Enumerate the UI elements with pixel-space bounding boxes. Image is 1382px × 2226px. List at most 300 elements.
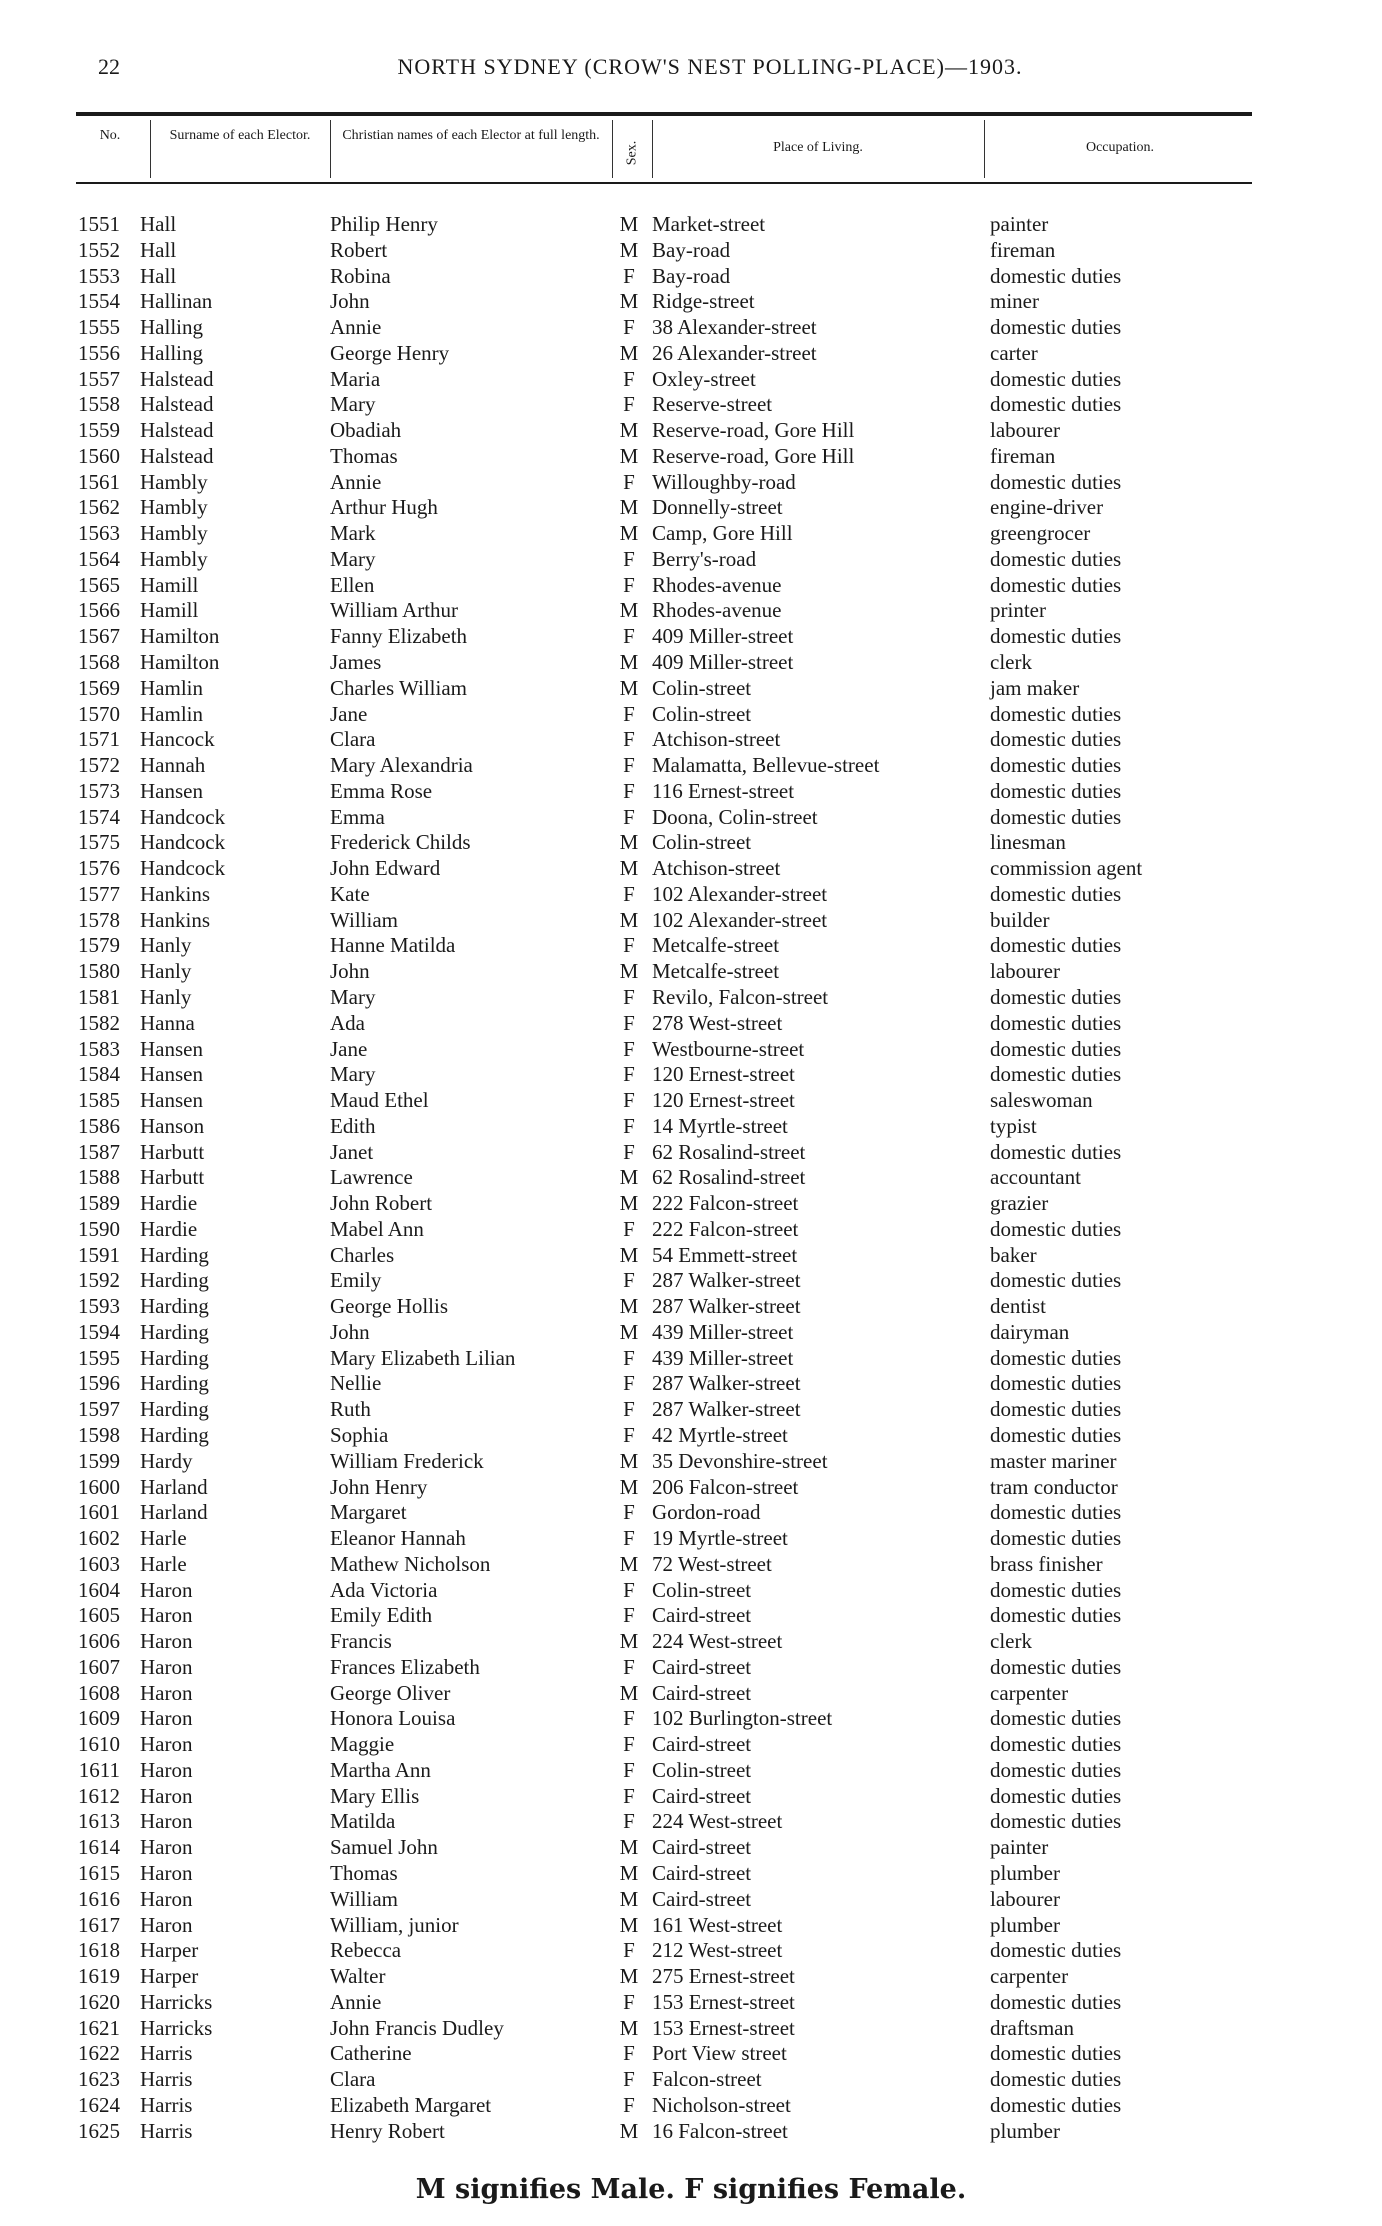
elector-sex: F bbox=[623, 315, 635, 340]
elector-sex: M bbox=[619, 1165, 639, 1190]
elector-sex: F bbox=[623, 2041, 635, 2066]
elector-occupation: domestic duties bbox=[990, 1500, 1122, 1525]
elector-sex: F bbox=[623, 1422, 635, 1447]
elector-surname: Harbutt bbox=[140, 1165, 205, 1190]
table-row bbox=[0, 856, 1382, 882]
elector-number: 1582 bbox=[78, 1010, 120, 1035]
elector-number: 1553 bbox=[78, 263, 120, 288]
elector-number: 1617 bbox=[78, 1912, 120, 1937]
elector-number: 1590 bbox=[78, 1216, 120, 1241]
elector-sex: M bbox=[619, 1319, 639, 1344]
elector-sex: F bbox=[623, 2092, 635, 2117]
elector-surname: Haron bbox=[140, 1783, 193, 1808]
elector-number: 1600 bbox=[78, 1474, 120, 1499]
elector-occupation: domestic duties bbox=[990, 804, 1122, 829]
column-header-no: No. bbox=[99, 128, 121, 143]
column-header-sex bbox=[612, 128, 652, 178]
elector-surname: Halstead bbox=[140, 366, 214, 391]
elector-place-of-living: Reserve-street bbox=[652, 392, 773, 417]
elector-place-of-living: 278 West-street bbox=[652, 1010, 783, 1035]
elector-place-of-living: Caird-street bbox=[652, 1680, 752, 1705]
elector-number: 1612 bbox=[78, 1783, 120, 1808]
elector-surname: Hall bbox=[140, 212, 177, 236]
elector-number: 1588 bbox=[78, 1165, 120, 1190]
table-row bbox=[0, 341, 1382, 367]
elector-surname: Hardy bbox=[140, 1448, 193, 1473]
elector-place-of-living: Bay-road bbox=[652, 263, 731, 288]
elector-sex: F bbox=[623, 1062, 635, 1087]
elector-number: 1561 bbox=[78, 469, 120, 494]
table-row bbox=[0, 1191, 1382, 1217]
elector-sex: F bbox=[623, 1809, 635, 1834]
elector-sex: M bbox=[619, 237, 639, 262]
elector-surname: Harding bbox=[140, 1422, 209, 1447]
elector-sex: M bbox=[619, 1448, 639, 1473]
elector-occupation: fireman bbox=[990, 443, 1056, 468]
elector-place-of-living: Rhodes-avenue bbox=[652, 572, 782, 597]
elector-occupation: grazier bbox=[990, 1191, 1049, 1216]
elector-christian-names: John Robert bbox=[330, 1191, 433, 1216]
elector-christian-names: Mary bbox=[330, 984, 376, 1009]
elector-sex: F bbox=[623, 546, 635, 571]
elector-number: 1578 bbox=[78, 907, 120, 932]
elector-place-of-living: 212 West-street bbox=[652, 1938, 783, 1963]
elector-place-of-living: Caird-street bbox=[652, 1861, 752, 1885]
elector-occupation: draftsman bbox=[990, 2015, 1074, 2040]
elector-surname: Halling bbox=[140, 315, 203, 340]
elector-sex: M bbox=[619, 443, 639, 468]
elector-number: 1570 bbox=[78, 701, 120, 726]
elector-number: 1595 bbox=[78, 1345, 120, 1370]
elector-occupation: domestic duties bbox=[990, 315, 1122, 340]
elector-occupation: fireman bbox=[990, 237, 1056, 262]
elector-sex: M bbox=[619, 959, 639, 984]
elector-number: 1604 bbox=[78, 1577, 120, 1602]
table-row bbox=[0, 1526, 1382, 1552]
elector-surname: Handcock bbox=[140, 856, 226, 881]
page-title: NORTH SYDNEY (CROW'S NEST POLLING-PLACE)—1903. bbox=[397, 54, 1023, 79]
elector-number: 1586 bbox=[78, 1113, 120, 1138]
elector-surname: Haron bbox=[140, 1680, 193, 1705]
elector-occupation: domestic duties bbox=[990, 1732, 1122, 1757]
elector-occupation: domestic duties bbox=[990, 392, 1122, 417]
elector-place-of-living: 19 Myrtle-street bbox=[652, 1526, 788, 1551]
elector-occupation: carpenter bbox=[990, 1680, 1069, 1705]
elector-christian-names: Mathew Nicholson bbox=[330, 1551, 491, 1576]
elector-place-of-living: 287 Walker-street bbox=[652, 1371, 801, 1396]
elector-sex: F bbox=[623, 1088, 635, 1113]
column-header-christian-names: Christian names of each Elector at full length. bbox=[342, 128, 600, 143]
elector-place-of-living: Caird-street bbox=[652, 1835, 752, 1860]
elector-occupation: domestic duties bbox=[990, 1345, 1122, 1370]
elector-occupation: commission agent bbox=[990, 856, 1143, 881]
elector-place-of-living: Malamatta, Bellevue-street bbox=[652, 753, 880, 778]
table-row bbox=[0, 1655, 1382, 1681]
elector-occupation: domestic duties bbox=[990, 933, 1122, 958]
elector-number: 1597 bbox=[78, 1397, 120, 1422]
elector-surname: Hankins bbox=[140, 907, 210, 932]
elector-sex: F bbox=[623, 1706, 635, 1731]
elector-number: 1609 bbox=[78, 1706, 120, 1731]
elector-christian-names: Clara bbox=[330, 727, 376, 752]
table-row bbox=[0, 598, 1382, 624]
elector-place-of-living: 16 Falcon-street bbox=[652, 2118, 788, 2143]
elector-number: 1568 bbox=[78, 650, 120, 675]
column-divider bbox=[652, 120, 653, 178]
elector-occupation: domestic duties bbox=[990, 753, 1122, 778]
elector-sex: F bbox=[623, 984, 635, 1009]
table-row bbox=[0, 1500, 1382, 1526]
elector-place-of-living: 287 Walker-street bbox=[652, 1397, 801, 1422]
elector-surname: Hanson bbox=[140, 1113, 205, 1138]
elector-place-of-living: Camp, Gore Hill bbox=[652, 521, 793, 546]
elector-christian-names: Ruth bbox=[330, 1397, 371, 1422]
elector-number: 1618 bbox=[78, 1938, 120, 1963]
elector-sex: F bbox=[623, 572, 635, 597]
elector-surname: Harris bbox=[140, 2118, 193, 2143]
elector-christian-names: John bbox=[330, 1319, 370, 1344]
elector-sex: F bbox=[623, 1603, 635, 1628]
elector-christian-names: Annie bbox=[330, 469, 382, 494]
table-row bbox=[0, 1990, 1382, 2016]
elector-occupation: domestic duties bbox=[990, 366, 1122, 391]
elector-number: 1615 bbox=[78, 1861, 120, 1885]
table-row bbox=[0, 1062, 1382, 1088]
column-header-sex-label: Sex. bbox=[624, 140, 639, 166]
elector-christian-names: Emily bbox=[330, 1268, 382, 1293]
elector-sex: M bbox=[619, 289, 639, 314]
elector-occupation: typist bbox=[990, 1113, 1037, 1138]
column-header-surname: Surname of each Elector. bbox=[169, 128, 311, 143]
elector-place-of-living: Colin-street bbox=[652, 1757, 752, 1782]
table-row bbox=[0, 392, 1382, 418]
elector-christian-names: Martha Ann bbox=[330, 1757, 431, 1782]
elector-surname: Harris bbox=[140, 2041, 193, 2066]
elector-place-of-living: 54 Emmett-street bbox=[652, 1242, 798, 1267]
elector-place-of-living: Colin-street bbox=[652, 1577, 752, 1602]
elector-occupation: domestic duties bbox=[990, 1036, 1122, 1061]
elector-occupation: greengrocer bbox=[990, 521, 1091, 546]
elector-occupation: domestic duties bbox=[990, 1757, 1122, 1782]
elector-surname: Harle bbox=[140, 1551, 187, 1576]
elector-place-of-living: 153 Ernest-street bbox=[652, 1989, 795, 2014]
elector-sex: F bbox=[623, 1989, 635, 2014]
elector-occupation: domestic duties bbox=[990, 881, 1122, 906]
elector-place-of-living: Reserve-road, Gore Hill bbox=[652, 418, 855, 443]
table-row bbox=[0, 521, 1382, 547]
elector-sex: F bbox=[623, 1036, 635, 1061]
elector-surname: Hallinan bbox=[140, 289, 213, 314]
elector-christian-names: Charles William bbox=[330, 675, 467, 700]
elector-christian-names: Fanny Elizabeth bbox=[330, 624, 468, 649]
elector-sex: F bbox=[623, 1268, 635, 1293]
elector-place-of-living: 409 Miller-street bbox=[652, 650, 794, 675]
elector-number: 1560 bbox=[78, 443, 120, 468]
elector-occupation: domestic duties bbox=[990, 1397, 1122, 1422]
elector-occupation: domestic duties bbox=[990, 1577, 1122, 1602]
elector-number: 1594 bbox=[78, 1319, 120, 1344]
table-row bbox=[0, 1578, 1382, 1604]
elector-place-of-living: 439 Miller-street bbox=[652, 1345, 794, 1370]
elector-number: 1616 bbox=[78, 1886, 120, 1911]
elector-sex: M bbox=[619, 1680, 639, 1705]
elector-christian-names: Obadiah bbox=[330, 418, 402, 443]
elector-number: 1624 bbox=[78, 2092, 120, 2117]
elector-place-of-living: 62 Rosalind-street bbox=[652, 1165, 806, 1190]
elector-occupation: dairyman bbox=[990, 1319, 1070, 1344]
elector-sex: M bbox=[619, 1474, 639, 1499]
elector-occupation: domestic duties bbox=[990, 1216, 1122, 1241]
elector-number: 1589 bbox=[78, 1191, 120, 1216]
table-row bbox=[0, 1629, 1382, 1655]
elector-sex: F bbox=[623, 1577, 635, 1602]
elector-christian-names: Mary bbox=[330, 392, 376, 417]
elector-sex: M bbox=[619, 1191, 639, 1216]
elector-surname: Hansen bbox=[140, 1062, 203, 1087]
table-row bbox=[0, 753, 1382, 779]
elector-number: 1557 bbox=[78, 366, 120, 391]
elector-christian-names: Mary bbox=[330, 546, 376, 571]
elector-occupation: domestic duties bbox=[990, 1422, 1122, 1447]
table-row bbox=[0, 1784, 1382, 1810]
elector-number: 1619 bbox=[78, 1964, 120, 1989]
table-row bbox=[0, 1732, 1382, 1758]
footer-legend: M signifies Male. F signifies Female. bbox=[415, 2174, 967, 2205]
elector-surname: Harbutt bbox=[140, 1139, 205, 1164]
elector-place-of-living: 409 Miller-street bbox=[652, 624, 794, 649]
elector-sex: M bbox=[619, 675, 639, 700]
elector-sex: F bbox=[623, 1500, 635, 1525]
elector-christian-names: Mary Elizabeth Lilian bbox=[330, 1345, 516, 1370]
table-row bbox=[0, 2041, 1382, 2067]
elector-sex: M bbox=[619, 2118, 639, 2143]
elector-christian-names: John bbox=[330, 289, 370, 314]
elector-place-of-living: 224 West-street bbox=[652, 1629, 783, 1654]
elector-occupation: baker bbox=[990, 1242, 1037, 1267]
elector-number: 1603 bbox=[78, 1551, 120, 1576]
elector-christian-names: Rebecca bbox=[330, 1938, 402, 1963]
elector-place-of-living: Market-street bbox=[652, 212, 766, 236]
elector-christian-names: Jane bbox=[330, 701, 368, 726]
elector-surname: Halstead bbox=[140, 418, 214, 443]
elector-number: 1551 bbox=[78, 212, 120, 236]
elector-christian-names: Lawrence bbox=[330, 1165, 413, 1190]
elector-christian-names: Edith bbox=[330, 1113, 376, 1138]
elector-sex: M bbox=[619, 1835, 639, 1860]
elector-surname: Halling bbox=[140, 340, 203, 365]
elector-christian-names: George Hollis bbox=[330, 1294, 449, 1319]
table-row bbox=[0, 727, 1382, 753]
elector-surname: Halstead bbox=[140, 392, 214, 417]
elector-place-of-living: Caird-street bbox=[652, 1654, 752, 1679]
table-row bbox=[0, 1861, 1382, 1887]
table-row bbox=[0, 2119, 1382, 2145]
elector-christian-names: John Edward bbox=[330, 856, 441, 881]
elector-christian-names: Ellen bbox=[330, 572, 375, 597]
table-row bbox=[0, 1243, 1382, 1269]
table-row bbox=[0, 1268, 1382, 1294]
elector-christian-names: John Henry bbox=[330, 1474, 428, 1499]
elector-christian-names: Annie bbox=[330, 1989, 382, 2014]
elector-list bbox=[0, 212, 1382, 2144]
elector-sex: M bbox=[619, 2015, 639, 2040]
elector-place-of-living: Metcalfe-street bbox=[652, 933, 780, 958]
elector-christian-names: William Arthur bbox=[330, 598, 459, 623]
elector-christian-names: Emma bbox=[330, 804, 385, 829]
elector-number: 1606 bbox=[78, 1629, 120, 1654]
elector-place-of-living: 42 Myrtle-street bbox=[652, 1422, 788, 1447]
elector-surname: Harris bbox=[140, 2067, 193, 2092]
elector-number: 1565 bbox=[78, 572, 120, 597]
elector-occupation: clerk bbox=[990, 1629, 1032, 1654]
elector-christian-names: Nellie bbox=[330, 1371, 382, 1396]
elector-surname: Haron bbox=[140, 1603, 193, 1628]
elector-sex: F bbox=[623, 933, 635, 958]
elector-number: 1574 bbox=[78, 804, 120, 829]
elector-occupation: domestic duties bbox=[990, 1654, 1122, 1679]
elector-number: 1591 bbox=[78, 1242, 120, 1267]
elector-sex: F bbox=[623, 2067, 635, 2092]
table-row bbox=[0, 1088, 1382, 1114]
elector-place-of-living: 38 Alexander-street bbox=[652, 315, 817, 340]
elector-surname: Haron bbox=[140, 1757, 193, 1782]
page-number: 22 bbox=[98, 54, 120, 79]
table-row bbox=[0, 264, 1382, 290]
elector-christian-names: Philip Henry bbox=[330, 212, 438, 236]
elector-place-of-living: Caird-street bbox=[652, 1783, 752, 1808]
table-row bbox=[0, 212, 1382, 238]
elector-surname: Harle bbox=[140, 1526, 187, 1551]
elector-surname: Hansen bbox=[140, 1088, 203, 1113]
elector-sex: F bbox=[623, 392, 635, 417]
table-row bbox=[0, 985, 1382, 1011]
elector-christian-names: Maria bbox=[330, 366, 381, 391]
elector-christian-names: Arthur Hugh bbox=[330, 495, 438, 520]
elector-place-of-living: 102 Alexander-street bbox=[652, 907, 828, 932]
elector-christian-names: Charles bbox=[330, 1242, 395, 1267]
elector-christian-names: Eleanor Hannah bbox=[330, 1526, 466, 1551]
table-row bbox=[0, 1835, 1382, 1861]
elector-christian-names: Honora Louisa bbox=[330, 1706, 456, 1731]
elector-sex: M bbox=[619, 1294, 639, 1319]
elector-place-of-living: 62 Rosalind-street bbox=[652, 1139, 806, 1164]
elector-christian-names: Francis bbox=[330, 1629, 392, 1654]
elector-place-of-living: Caird-street bbox=[652, 1732, 752, 1757]
elector-surname: Harricks bbox=[140, 2015, 213, 2040]
table-row bbox=[0, 959, 1382, 985]
elector-number: 1563 bbox=[78, 521, 120, 546]
header-rule bbox=[76, 112, 1252, 116]
elector-number: 1607 bbox=[78, 1654, 120, 1679]
table-row bbox=[0, 933, 1382, 959]
elector-place-of-living: 26 Alexander-street bbox=[652, 340, 817, 365]
elector-surname: Haron bbox=[140, 1809, 193, 1834]
elector-sex: M bbox=[619, 1861, 639, 1885]
elector-place-of-living: 287 Walker-street bbox=[652, 1294, 801, 1319]
elector-surname: Harricks bbox=[140, 1989, 213, 2014]
elector-surname: Harding bbox=[140, 1242, 209, 1267]
elector-surname: Harding bbox=[140, 1294, 209, 1319]
elector-occupation: domestic duties bbox=[990, 1268, 1122, 1293]
elector-christian-names: Sophia bbox=[330, 1422, 389, 1447]
elector-surname: Hanly bbox=[140, 959, 192, 984]
elector-number: 1596 bbox=[78, 1371, 120, 1396]
elector-number: 1622 bbox=[78, 2041, 120, 2066]
elector-surname: Handcock bbox=[140, 804, 226, 829]
column-header-occupation: Occupation. bbox=[1085, 140, 1155, 155]
elector-christian-names: Maud Ethel bbox=[330, 1088, 429, 1113]
elector-number: 1614 bbox=[78, 1835, 120, 1860]
column-divider bbox=[330, 120, 331, 178]
elector-christian-names: Frederick Childs bbox=[330, 830, 471, 855]
elector-occupation: printer bbox=[990, 598, 1046, 623]
elector-place-of-living: Donnelly-street bbox=[652, 495, 783, 520]
elector-surname: Harland bbox=[140, 1474, 208, 1499]
elector-sex: M bbox=[619, 856, 639, 881]
elector-sex: F bbox=[623, 1938, 635, 1963]
elector-occupation: domestic duties bbox=[990, 1783, 1122, 1808]
elector-sex: M bbox=[619, 521, 639, 546]
elector-occupation: domestic duties bbox=[990, 2041, 1122, 2066]
elector-place-of-living: 439 Miller-street bbox=[652, 1319, 794, 1344]
elector-occupation: builder bbox=[990, 907, 1050, 932]
elector-occupation: plumber bbox=[990, 1912, 1060, 1937]
elector-place-of-living: Bay-road bbox=[652, 237, 731, 262]
table-row bbox=[0, 1346, 1382, 1372]
elector-place-of-living: Atchison-street bbox=[652, 856, 781, 881]
elector-sex: F bbox=[623, 727, 635, 752]
table-row bbox=[0, 1758, 1382, 1784]
elector-place-of-living: Reserve-road, Gore Hill bbox=[652, 443, 855, 468]
elector-place-of-living: 275 Ernest-street bbox=[652, 1964, 795, 1989]
elector-occupation: painter bbox=[990, 1835, 1049, 1860]
elector-number: 1558 bbox=[78, 392, 120, 417]
elector-surname: Harper bbox=[140, 1964, 199, 1989]
elector-christian-names: Hanne Matilda bbox=[330, 933, 456, 958]
elector-christian-names: William, junior bbox=[330, 1912, 459, 1937]
elector-place-of-living: 102 Burlington-street bbox=[652, 1706, 833, 1731]
elector-surname: Haron bbox=[140, 1886, 193, 1911]
elector-occupation: domestic duties bbox=[990, 778, 1122, 803]
elector-place-of-living: Revilo, Falcon-street bbox=[652, 984, 829, 1009]
elector-surname: Hanly bbox=[140, 984, 192, 1009]
elector-number: 1559 bbox=[78, 418, 120, 443]
table-row bbox=[0, 1011, 1382, 1037]
elector-christian-names: Clara bbox=[330, 2067, 376, 2092]
elector-place-of-living: 35 Devonshire-street bbox=[652, 1448, 828, 1473]
elector-sex: F bbox=[623, 1397, 635, 1422]
elector-surname: Hambly bbox=[140, 521, 208, 546]
elector-occupation: plumber bbox=[990, 2118, 1060, 2143]
table-row bbox=[0, 1037, 1382, 1063]
elector-sex: F bbox=[623, 469, 635, 494]
elector-christian-names: Ada Victoria bbox=[330, 1577, 438, 1602]
elector-sex: M bbox=[619, 418, 639, 443]
elector-number: 1556 bbox=[78, 340, 120, 365]
elector-christian-names: John bbox=[330, 959, 370, 984]
elector-place-of-living: Colin-street bbox=[652, 675, 752, 700]
elector-christian-names: Walter bbox=[330, 1964, 386, 1989]
elector-place-of-living: Colin-street bbox=[652, 701, 752, 726]
elector-surname: Harding bbox=[140, 1345, 209, 1370]
elector-occupation: domestic duties bbox=[990, 1603, 1122, 1628]
elector-sex: M bbox=[619, 495, 639, 520]
elector-surname: Harper bbox=[140, 1938, 199, 1963]
elector-occupation: labourer bbox=[990, 1886, 1060, 1911]
elector-christian-names: William Frederick bbox=[330, 1448, 484, 1473]
elector-number: 1584 bbox=[78, 1062, 120, 1087]
elector-occupation: domestic duties bbox=[990, 1371, 1122, 1396]
